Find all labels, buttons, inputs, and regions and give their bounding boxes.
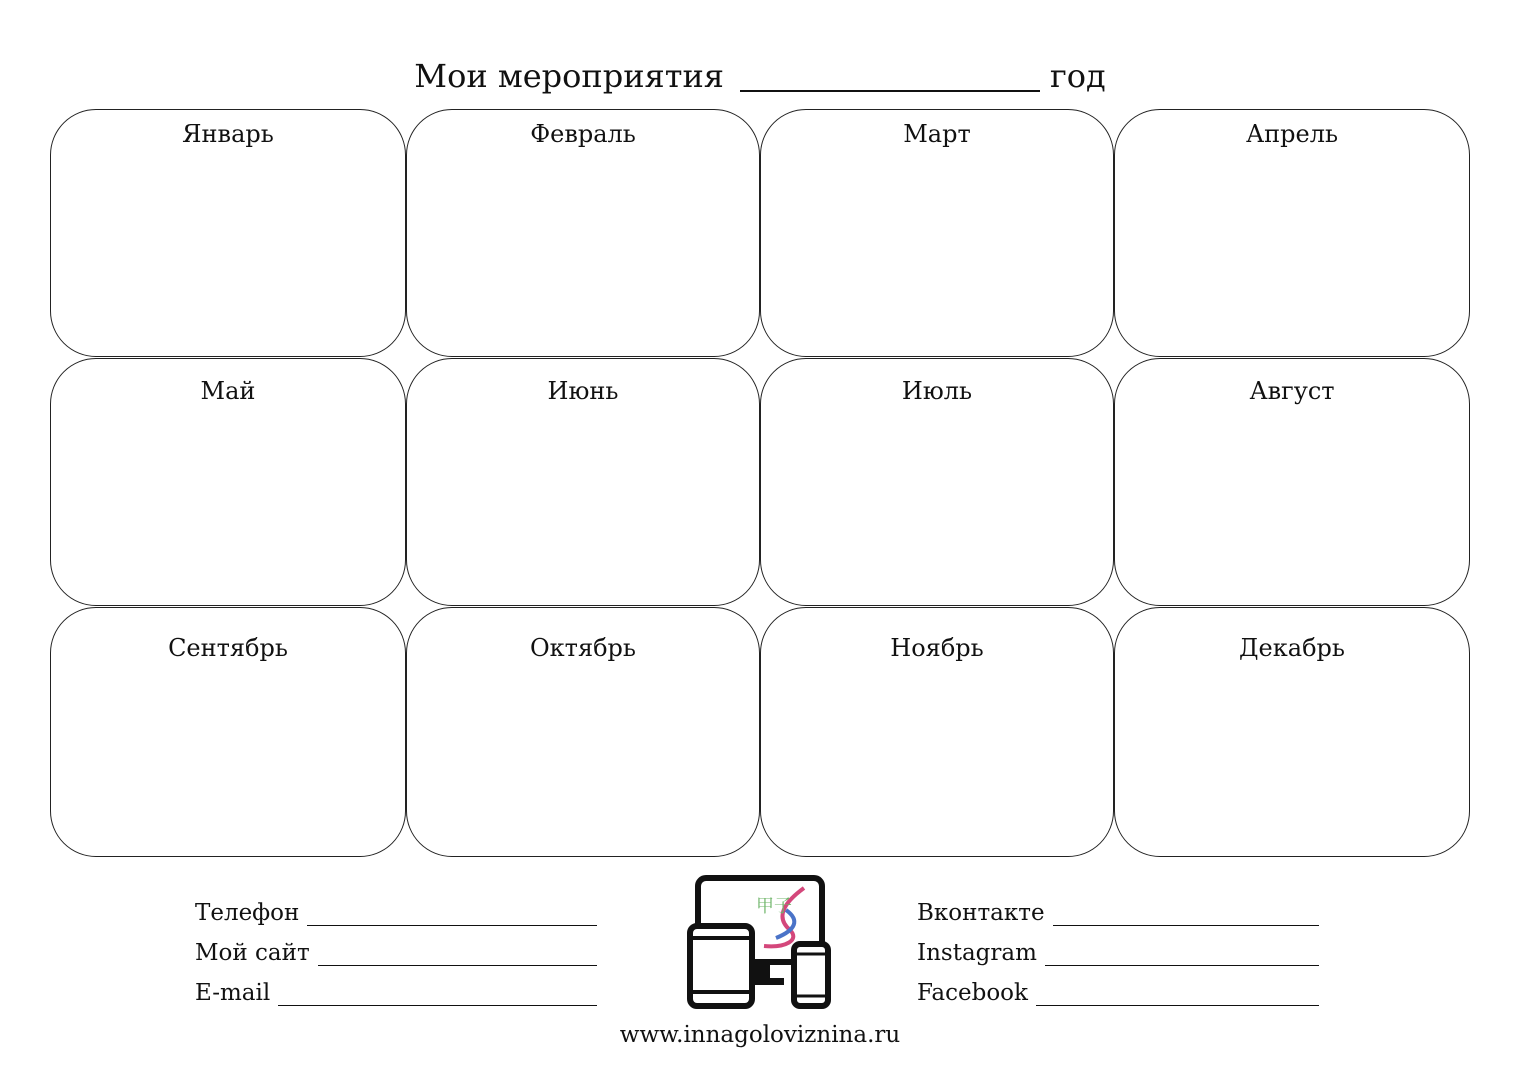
email-field-line[interactable] [278, 987, 597, 1006]
month-box-june[interactable] [406, 358, 760, 606]
page-title [0, 42, 1520, 95]
contact-row-vkontakte[interactable] [917, 886, 1319, 926]
month-name: Май [200, 377, 256, 405]
contact-label: Мой сайт [195, 940, 310, 966]
month-box-december[interactable] [1114, 607, 1470, 857]
month-box-may[interactable] [50, 358, 406, 606]
contacts-left [195, 886, 597, 1006]
month-name: Сентябрь [168, 634, 288, 662]
contact-row-email[interactable] [195, 966, 597, 1006]
phone-field-line[interactable] [307, 907, 597, 926]
month-box-september[interactable] [50, 607, 406, 857]
month-name: Декабрь [1239, 634, 1345, 662]
month-box-february[interactable] [406, 109, 760, 357]
website-field-line[interactable] [318, 947, 597, 966]
month-box-august[interactable] [1114, 358, 1470, 606]
month-name: Август [1249, 377, 1335, 405]
month-name: Январь [182, 120, 274, 148]
instagram-field-line[interactable] [1045, 947, 1319, 966]
month-box-april[interactable] [1114, 109, 1470, 357]
title-text: Мои мероприятия [414, 57, 724, 95]
contact-label: Facebook [917, 980, 1028, 1006]
contact-row-instagram[interactable] [917, 926, 1319, 966]
site-url[interactable]: www.innagoloviznina.ru [619, 1022, 901, 1048]
month-box-november[interactable] [760, 607, 1114, 857]
month-name: Октябрь [530, 634, 636, 662]
contact-label: Instagram [917, 940, 1037, 966]
month-box-january[interactable] [50, 109, 406, 357]
devices-icon [686, 874, 832, 1010]
month-name: Февраль [530, 120, 636, 148]
contact-label: Телефон [195, 900, 300, 926]
contact-label: E-mail [195, 980, 271, 1006]
contact-label: Вконтакте [917, 900, 1045, 926]
facebook-field-line[interactable] [1036, 987, 1319, 1006]
month-name: Ноябрь [890, 634, 984, 662]
month-box-october[interactable] [406, 607, 760, 857]
contact-row-phone[interactable] [195, 886, 597, 926]
month-name: Апрель [1245, 120, 1339, 148]
month-name: Июль [901, 377, 973, 405]
contacts-right [917, 886, 1319, 1006]
logo-glyph: 甲子 [756, 896, 792, 917]
month-name: Июнь [547, 377, 619, 405]
title-suffix: год [1049, 57, 1106, 95]
month-box-march[interactable] [760, 109, 1114, 357]
month-grid [50, 109, 1470, 857]
vkontakte-field-line[interactable] [1053, 907, 1319, 926]
contact-row-website[interactable] [195, 926, 597, 966]
year-blank-line[interactable] [740, 62, 1040, 92]
month-name: Март [903, 120, 971, 148]
contact-row-facebook[interactable] [917, 966, 1319, 1006]
month-box-july[interactable] [760, 358, 1114, 606]
